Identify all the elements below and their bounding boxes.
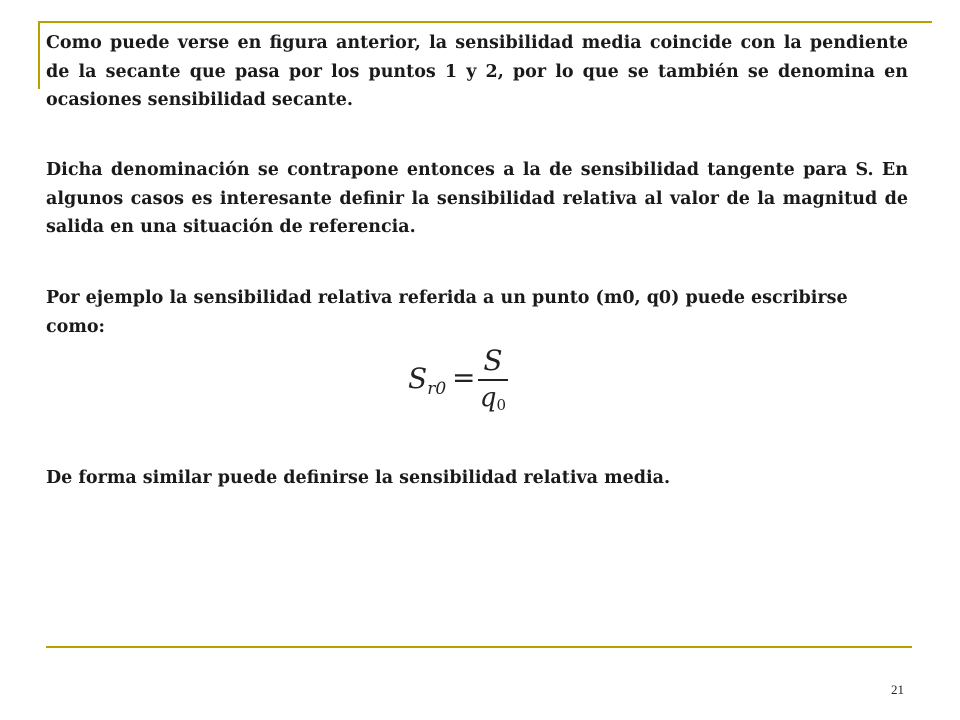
formula-lhs-subscript: r0 — [427, 379, 447, 399]
paragraph-secant-sensitivity: Como puede verse en figura anterior, la sensibilidad media coincide con la pendiente de la secante que pasa por los puntos 1 y 2, por lo que se también se denomina en ocasiones sensibilidad secante. — [46, 33, 908, 110]
formula-equals: = — [452, 361, 476, 394]
formula-lhs — [408, 362, 446, 399]
paragraph-tangent-sensitivity: Dicha denominación se contrapone entonces a la de sensibilidad tangente para S. En algunos casos es interesante definir la sensibilidad relativa al valor de la magnitud de salida en una situación de referencia. — [46, 160, 908, 237]
formula-denominator — [478, 383, 508, 420]
formula-denominator-symbol: q — [479, 383, 497, 413]
formula-fraction-bar — [478, 379, 508, 381]
paragraph-relative-sensitivity: Por ejemplo la sensibilidad relativa referida a un punto (m0, q0) puede escribirse como: — [46, 288, 848, 337]
paragraph-mean-relative-sensitivity: De forma similar puede definirse la sensibilidad relativa media. — [46, 468, 671, 488]
formula-numerator: S — [483, 344, 503, 377]
formula-fraction — [478, 345, 508, 420]
page-number: 21 — [891, 682, 904, 697]
formula-denominator-subscript: 0 — [496, 396, 507, 414]
formula-lhs-symbol: S — [408, 362, 428, 395]
bottom-rule — [46, 646, 912, 648]
relative-sensitivity-formula — [400, 345, 530, 420]
left-rule — [38, 21, 40, 89]
top-rule — [38, 21, 932, 23]
